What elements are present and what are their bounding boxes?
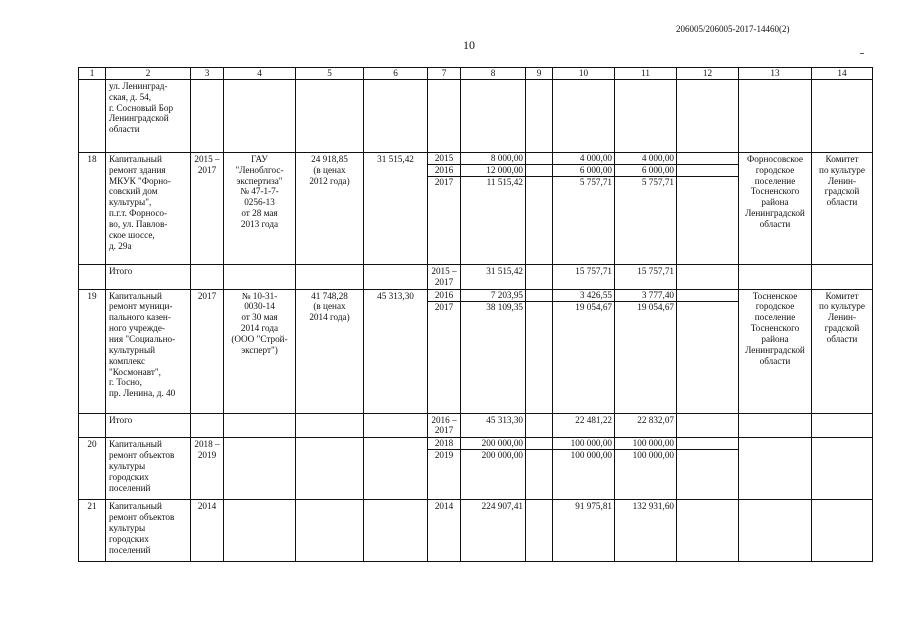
cell — [739, 264, 812, 289]
expertise-cell: ГАУ "Леноблгос- экспертиза" № 47-1-7- 0256-13 от 28 мая 2013 года — [224, 152, 296, 264]
column-header: 14 — [812, 68, 873, 80]
cell — [191, 264, 224, 289]
cell — [191, 413, 224, 438]
column-header: 10 — [553, 68, 615, 80]
empty-sub — [526, 450, 552, 461]
amount-cell: 224 907,41 — [461, 500, 526, 562]
year-value: 2016 — [428, 165, 460, 177]
column-header: 5 — [296, 68, 364, 80]
table-row-21 — [79, 500, 873, 562]
federal-cell — [526, 152, 553, 264]
cell — [79, 413, 106, 438]
column-number-row — [79, 68, 873, 80]
cell — [296, 413, 364, 438]
regional-cell — [553, 289, 615, 413]
amount-value: 7 203,95 — [461, 290, 525, 302]
year-value: 2018 — [428, 438, 460, 450]
total-amount-cell: 45 313,30 — [461, 413, 526, 438]
cell — [812, 264, 873, 289]
total-cost-cell: 31 515,42 — [364, 152, 428, 264]
empty-sub — [677, 165, 738, 177]
cell — [296, 79, 364, 152]
cell — [615, 79, 677, 152]
table-row-continuation — [79, 79, 873, 152]
empty-sub — [677, 302, 738, 313]
object-name-cell: Капитальный ремонт объектов культуры городских поселений — [106, 438, 191, 500]
cell — [812, 500, 873, 562]
year-cell: 2014 — [428, 500, 461, 562]
amounts-cell — [461, 438, 526, 500]
object-name-cell: Капитальный ремонт муници- пального казен- ного учрежде- ния "Социально- культурный комплекс "Космонавт", г. Тосно, пр. Ленина, д. 40 — [106, 289, 191, 413]
cell — [364, 413, 428, 438]
cell — [224, 438, 296, 500]
empty-sub — [677, 153, 738, 165]
cell — [296, 264, 364, 289]
committee-cell: Комитет по культуре Ленин- градской области — [812, 289, 873, 413]
cell — [677, 264, 739, 289]
estimated-cost-cell: 24 918,85 (в ценах 2012 года) — [296, 152, 364, 264]
year-value: 2016 — [428, 290, 460, 302]
local-value: 100 000,00 — [632, 450, 674, 461]
cell — [526, 413, 553, 438]
column-header: 1 — [79, 68, 106, 80]
cell — [677, 500, 739, 562]
cell — [191, 79, 224, 152]
regional-value: 6 000,00 — [553, 165, 614, 177]
amounts-cell — [461, 152, 526, 264]
total-regional-cell: 22 481,22 — [553, 413, 615, 438]
period-cell: 2014 — [191, 500, 224, 562]
cell — [364, 79, 428, 152]
regional-cell — [553, 438, 615, 500]
regional-cell: 91 975,81 — [553, 500, 615, 562]
cell — [224, 500, 296, 562]
customer-cell: Форносовское городское поселение Тосненского района Ленинградской области — [739, 152, 812, 264]
total-cost-cell: 45 313,30 — [364, 289, 428, 413]
regional-value: 4 000,00 — [553, 153, 614, 165]
federal-cell — [526, 438, 553, 500]
year-value: 2015 — [428, 153, 460, 165]
table-row-19 — [79, 289, 873, 413]
local-value: 3 777,40 — [615, 290, 676, 302]
regional-value: 5 757,71 — [579, 176, 612, 187]
column-header: 6 — [364, 68, 428, 80]
cell — [739, 413, 812, 438]
cell — [812, 413, 873, 438]
year-value: 2017 — [434, 301, 454, 312]
column-header: 7 — [428, 68, 461, 80]
regional-cell — [553, 152, 615, 264]
column-header: 3 — [191, 68, 224, 80]
regional-value: 100 000,00 — [570, 450, 612, 461]
document-number: 206005/206005-2017-14460(2) — [676, 24, 790, 34]
total-label: Итого — [106, 264, 191, 289]
empty-sub — [677, 450, 738, 461]
empty-sub — [677, 290, 738, 302]
amount-value: 8 000,00 — [461, 153, 525, 165]
amounts-cell — [461, 289, 526, 413]
cell — [526, 500, 553, 562]
document-table — [78, 67, 873, 562]
local-value: 19 054,67 — [637, 301, 674, 312]
cell — [677, 79, 739, 152]
total-local-cell: 22 832,07 — [615, 413, 677, 438]
regional-value: 3 426,55 — [553, 290, 614, 302]
period-cell: 2015 – 2017 — [191, 152, 224, 264]
cell — [526, 79, 553, 152]
cell — [461, 79, 526, 152]
table-row-20 — [79, 438, 873, 500]
page-number: 10 — [463, 38, 475, 52]
column-header: 13 — [739, 68, 812, 80]
expertise-cell: № 10-31- 0030-14 от 30 мая 2014 года (ООО "Строй- эксперт") — [224, 289, 296, 413]
period-cell: 2017 — [191, 289, 224, 413]
year-value: 2019 — [434, 450, 454, 461]
empty-sub — [526, 302, 552, 313]
cell — [428, 79, 461, 152]
empty-sub — [677, 438, 738, 450]
empty-sub — [526, 153, 552, 165]
period-cell: 2018 – 2019 — [191, 438, 224, 500]
local-cell — [615, 438, 677, 500]
years-cell — [428, 152, 461, 264]
cell — [224, 264, 296, 289]
column-header: 4 — [224, 68, 296, 80]
local-cell — [615, 152, 677, 264]
estimated-cost-cell: 41 748,28 (в ценах 2014 года) — [296, 289, 364, 413]
cell — [812, 438, 873, 500]
local-cell — [615, 289, 677, 413]
local-value: 5 757,71 — [641, 176, 674, 187]
table-row-total-18 — [79, 264, 873, 289]
cell — [526, 264, 553, 289]
row-number-cell: 20 — [79, 438, 106, 500]
row-number-cell: 21 — [79, 500, 106, 562]
table-row-18 — [79, 152, 873, 264]
amount-value: 200 000,00 — [481, 450, 523, 461]
other-cell — [677, 289, 739, 413]
cell — [224, 413, 296, 438]
year-value: 2017 — [434, 176, 454, 187]
other-cell — [677, 438, 739, 500]
cell — [677, 413, 739, 438]
total-local-cell: 15 757,71 — [615, 264, 677, 289]
row-number-cell: 19 — [79, 289, 106, 413]
cell — [739, 79, 812, 152]
object-name-cell: Капитальный ремонт здания МКУК "Форно- совский дом культуры", п.г.т. Форносо- во, ул. Павлов- ское шоссе, д. 29а — [106, 152, 191, 264]
total-regional-cell: 15 757,71 — [553, 264, 615, 289]
committee-cell: Комитет по культуре Ленин- градской области — [812, 152, 873, 264]
federal-cell — [526, 289, 553, 413]
cell — [364, 264, 428, 289]
local-value: 4 000,00 — [615, 153, 676, 165]
amount-value: 12 000,00 — [461, 165, 525, 177]
empty-sub — [526, 165, 552, 177]
amount-value: 38 109,35 — [486, 301, 523, 312]
cell — [79, 264, 106, 289]
cell — [739, 500, 812, 562]
total-amount-cell: 31 515,42 — [461, 264, 526, 289]
table-row-total-19 — [79, 413, 873, 438]
cell — [224, 79, 296, 152]
total-label: Итого — [106, 413, 191, 438]
local-value: 6 000,00 — [615, 165, 676, 177]
cell — [553, 79, 615, 152]
local-cell: 132 931,60 — [615, 500, 677, 562]
object-name-cell: Капитальный ремонт объектов культуры городских поселений — [106, 500, 191, 562]
empty-sub — [526, 290, 552, 302]
cell — [296, 438, 364, 500]
years-cell — [428, 438, 461, 500]
column-header: 11 — [615, 68, 677, 80]
cell — [364, 438, 428, 500]
total-years-cell: 2016 – 2017 — [428, 413, 461, 438]
row-number-cell: 18 — [79, 152, 106, 264]
empty-sub — [526, 177, 552, 188]
amount-value: 200 000,00 — [461, 438, 525, 450]
document-table-container — [78, 67, 873, 562]
cell — [79, 79, 106, 152]
amount-value: 11 515,42 — [486, 176, 523, 187]
total-years-cell: 2015 – 2017 — [428, 264, 461, 289]
margin-mark — [860, 53, 864, 54]
column-header: 2 — [106, 68, 191, 80]
cell — [739, 438, 812, 500]
empty-sub — [677, 177, 738, 188]
object-name-cell: ул. Ленинград- ская, д. 54, г. Сосновый Бор Ленинградской области — [106, 79, 191, 152]
column-header: 12 — [677, 68, 739, 80]
regional-value: 100 000,00 — [553, 438, 614, 450]
column-header: 8 — [461, 68, 526, 80]
cell — [812, 79, 873, 152]
regional-value: 19 054,67 — [575, 301, 612, 312]
cell — [296, 500, 364, 562]
empty-sub — [526, 438, 552, 450]
customer-cell: Тосненское городское поселение Тосненского района Ленинградской области — [739, 289, 812, 413]
local-value: 100 000,00 — [615, 438, 676, 450]
cell — [364, 500, 428, 562]
years-cell — [428, 289, 461, 413]
other-cell — [677, 152, 739, 264]
column-header: 9 — [526, 68, 553, 80]
